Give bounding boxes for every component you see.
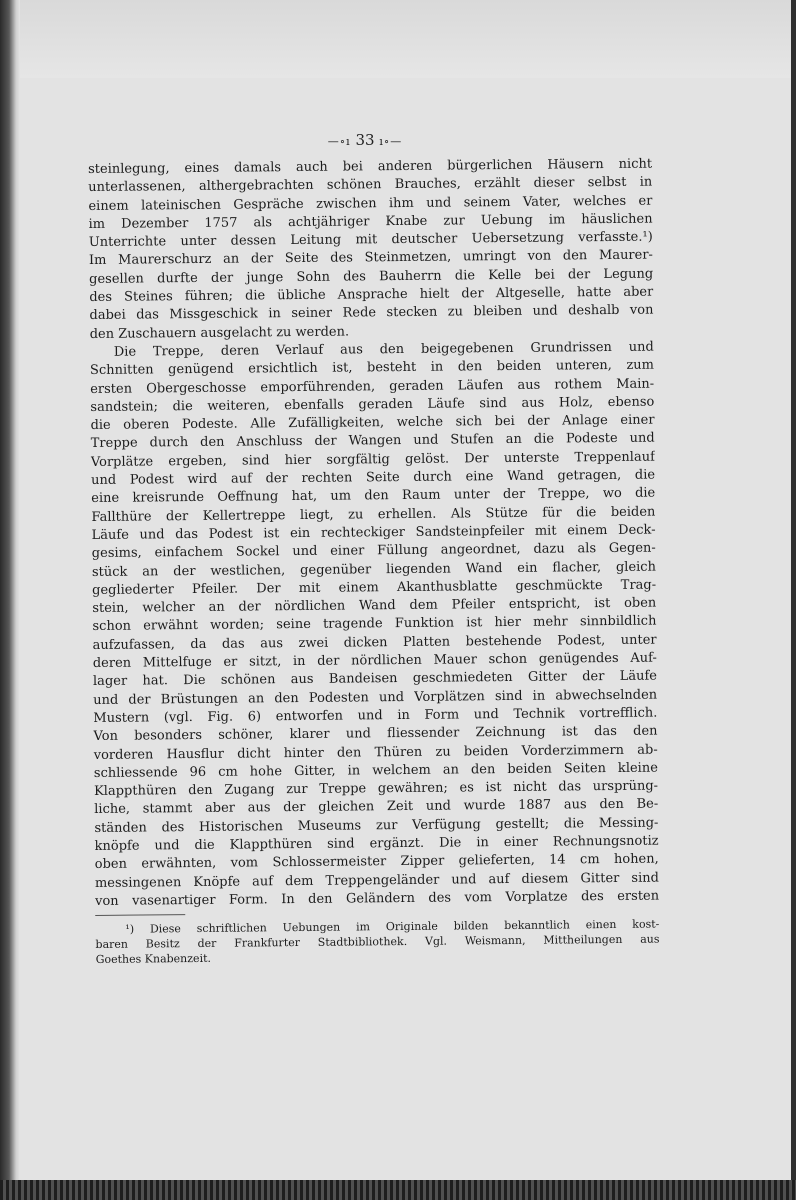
text-line: ersten Obergeschosse emporführenden, geraden Läufen aus rothem Main- [90, 376, 655, 397]
text-line: stück an der westlichen, gegenüber liegenden Wand ein flacher, gleich [91, 559, 656, 580]
text-line: liche, stammt aber aus der gleichen Zeit und wurde 1887 aus den Be- [94, 796, 659, 818]
book-bottom-edge [0, 1180, 796, 1200]
text-line: gegliederter Pfeiler. Der mit einem Akanthusblatte geschmückte Trag- [92, 577, 657, 598]
text-line: Vorplätze ergeben, sind hier sorgfältig gelöst. Der unterste Treppenlauf [90, 449, 655, 470]
footnote-rule [95, 914, 185, 916]
text-line: eine kreisrunde Oeffnung hat, um den Raum unter der Treppe, wo die [91, 485, 656, 507]
text-line: steinlegung, eines damals auch bei anderen bürgerlichen Häusern nicht [88, 156, 653, 177]
footnote-line: baren Besitz der Frankfurter Stadtbibliothek. Vgl. Weismann, Mittheilungen aus [95, 932, 660, 952]
text-line: deren Mittelfuge er sitzt, in der nördlichen Mauer schon genügendes Auf- [92, 650, 657, 671]
text-line: lager hat. Die schönen aus Bandeisen geschmiedeten Gitter der Läufe [92, 668, 658, 690]
text-line: von vasenartiger Form. In den Geländern des vom Vorplatze des ersten [95, 888, 660, 909]
text-line: im Dezember 1757 als achtjähriger Knabe zur Uebung im häuslichen [88, 211, 653, 232]
text-line: Treppe durch den Anschluss der Wangen und Stufen an die Podeste und [90, 431, 655, 452]
text-line: schon erwähnt worden; seine tragende Funktion ist hier mehr sinnbildlich [92, 613, 657, 635]
text-line: Fallthüre der Kellertreppe liegt, zu erhellen. Als Stütze für die beiden [91, 504, 656, 525]
text-line: Im Maurerschurz an der Seite des Steinmetzen, umringt von den Maurer- [88, 248, 654, 269]
text-line: schliessende 96 cm hohe Gitter, in welchem an den beiden Seiten kleine [93, 760, 658, 781]
text-line: Von besonders schöner, klarer und fliessender Zeichnung ist das den [93, 723, 658, 745]
text-line: Unterrichte unter dessen Leitung mit deutscher Uebersetzung verfasste.¹) [88, 229, 653, 251]
text-line: Mustern (vgl. Fig. 6) entworfen und in Form und Technik vortrefflich. [93, 705, 658, 726]
text-line: die oberen Podeste. Alle Zufälligkeiten, welche sich bei der Anlage einer [90, 412, 655, 434]
text-line: aufzufassen, da das aus zwei dicken Platten bestehende Podest, unter [92, 632, 657, 653]
text-line: sandstein; die weiteren, ebenfalls geraden Läufe sind aus Holz, ebenso [90, 394, 655, 415]
text-line: knöpfe und die Klappthüren sind ergänzt. Die in einer Rechnungsnotiz [94, 833, 659, 854]
text-line: vorderen Hausflur dicht hinter den Thüren zu beiden Vorderzimmern ab- [93, 742, 658, 763]
ornament-left: —∘ı [327, 135, 351, 148]
page-number: 33 [355, 131, 375, 149]
text-line: dabei das Missgeschick in seiner Rede stecken zu bleiben und deshalb von [89, 302, 654, 324]
text-line: des Steines führen; die übliche Ansprache hielt der Altgeselle, hatte aber [89, 284, 654, 306]
text-line: stein, welcher an der nördlichen Wand dem Pfeiler entspricht, ist oben [92, 595, 657, 617]
page-top-shade [20, 0, 796, 78]
main-text [88, 156, 660, 968]
footnote [95, 917, 659, 967]
text-line: ständen des Historischen Museums zur Verfügung gestellt; die Messing- [94, 815, 659, 836]
text-line: Schnitten genügend ersichtlich ist, besteht in den beiden unteren, zum [89, 357, 655, 379]
text-line: und Podest wird auf der rechten Seite durch eine Wand getragen, die [90, 467, 656, 489]
text-line: messingenen Knöpfe auf dem Treppengeländer und auf diesem Gitter sind [94, 870, 659, 891]
text-line: einem lateinischen Gespräche zwischen ihm und seinem Vater, welches er [88, 193, 653, 214]
text-line: den Zuschauern ausgelacht zu werden. [89, 324, 350, 342]
footnote-line: Goethes Knabenzeit. [95, 952, 212, 967]
text-line: gesellen durfte der junge Sohn des Bauherrn die Kelle bei der Legung [89, 266, 654, 287]
page-number-header [290, 131, 440, 149]
footnote-line: ¹) Diese schriftlichen Uebungen im Originale bilden bekanntlich einen kost- [125, 917, 660, 936]
page-right-edge [791, 0, 796, 1180]
text-line: Klappthüren den Zugang zur Treppe gewähren; es ist nicht das ursprüng- [93, 778, 659, 800]
text-line: und der Brüstungen an den Podesten und Vorplätzen sind in abwechselnden [93, 687, 658, 708]
text-line: Die Treppe, deren Verlauf aus den beigegebenen Grundrissen und [113, 339, 654, 360]
book-spine [0, 0, 20, 1200]
text-line: Läufe und das Podest ist ein rechteckiger Sandsteinpfeiler mit einem Deck- [91, 522, 656, 543]
text-line: unterlassenen, althergebrachten schönen Brauches, erzählt dieser selbst in [88, 174, 653, 196]
text-line: gesims, einfachem Sockel und einer Füllung angeordnet, dazu als Gegen- [91, 540, 656, 562]
text-line: oben erwähnten, vom Schlossermeister Zipper gelieferten, 14 cm hohen, [94, 851, 659, 873]
ornament-right: ı∘— [379, 135, 403, 148]
